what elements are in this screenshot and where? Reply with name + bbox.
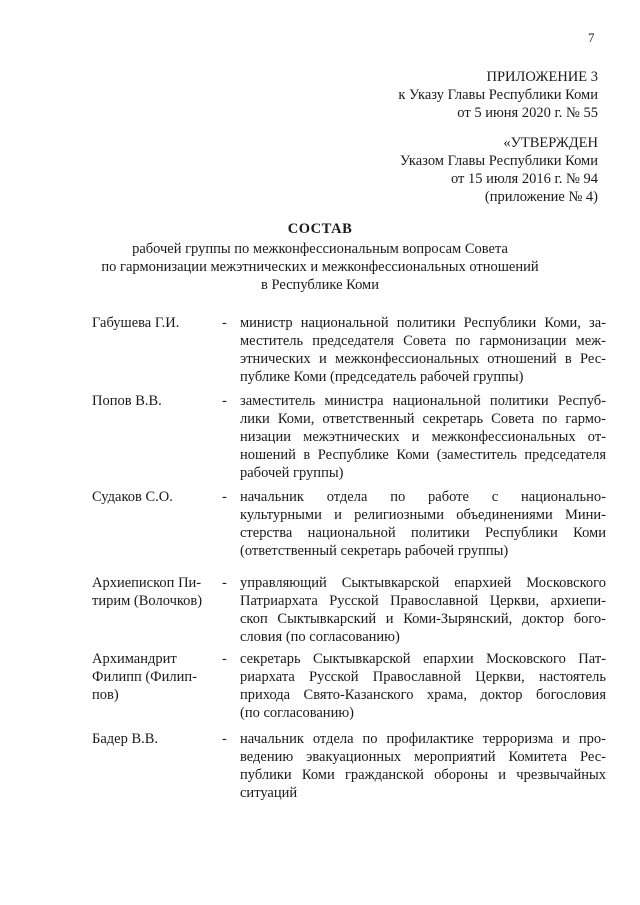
appendix-header [398,68,598,122]
member-role-line: культурными и религиозными объединениями Мини- [240,507,606,523]
member-row [92,314,606,386]
member-role [240,730,606,802]
member-row [92,574,606,646]
member-role [240,574,606,646]
member-role-line: министр национальной политики Республики Коми, за- [240,315,606,331]
member-role-line: секретарь Сыктывкарской епархии Московского Пат- [240,651,606,667]
member-dash: - [222,489,227,505]
member-name-line: Филипп (Филип- [92,669,197,685]
member-role [240,650,606,722]
member-role-line: прихода Свято-Казанского храма, доктор богословия [240,687,606,703]
document-title: СОСТАВ [287,221,353,237]
member-name-line: Архиепископ Пи- [92,575,202,591]
member-role-line: словия (по согласованию) [240,629,400,645]
subtitle-line-2: по гармонизации межэтнических и межконфессиональных отношений [101,259,539,275]
member-row [92,730,606,802]
member-name-line: Попов В.В. [92,393,162,409]
member-name [92,650,222,704]
member-name-line: Бадер В.В. [92,731,159,747]
appendix-date: от 5 июня 2020 г. № 55 [457,105,598,121]
member-dash: - [222,731,227,747]
member-role-line: низации межэтнических и межконфессиональных от- [240,429,606,445]
member-name-line: Архимандрит [92,651,177,667]
member-role-line: рабочей группы) [240,465,344,481]
member-role-line: ведению эвакуационных мероприятий Комитета Рес- [240,749,606,765]
subtitle-line-3: в Республике Коми [260,277,379,293]
member-role-line: ситуаций [240,785,298,801]
member-dash: - [222,393,227,409]
member-role-line: риархата Русской Православной Церкви, настоятель [240,669,606,685]
member-role [240,488,606,560]
member-dash: - [222,315,227,331]
approved-decree-ref: Указом Главы Республики Коми [399,153,598,169]
approved-annex: (приложение № 4) [484,189,598,205]
member-row [92,392,606,482]
member-name-line: Судаков С.О. [92,489,173,505]
member-name [92,574,222,610]
member-name [92,314,222,332]
member-role-line: стерства национальной политики Республики Коми [240,525,606,541]
member-role-line: заместитель министра национальной политики Респуб- [240,393,606,409]
page-number: 7 [588,30,595,45]
subtitle-line-1: рабочей группы по межконфессиональным вопросам Совета [132,241,508,257]
member-role-line: (ответственный секретарь рабочей группы) [240,543,509,559]
member-role-line: начальник отдела по работе с национально- [240,489,606,505]
member-name [92,488,222,506]
document-subtitle [0,240,640,294]
approved-title: «УТВЕРЖДЕН [503,135,598,151]
member-role-line: публики Коми гражданской обороны и чрезвычайных [240,767,606,783]
member-role-line: начальник отдела по профилактике терроризма и про- [240,731,606,747]
member-dash: - [222,575,227,591]
member-row [92,488,606,560]
member-row [92,650,606,722]
member-role-line: меститель председателя Совета по гармонизации меж- [240,333,606,349]
member-role [240,392,606,482]
member-name-line: тирим (Волочков) [92,593,203,609]
appendix-title: ПРИЛОЖЕНИЕ 3 [486,69,598,85]
member-name-line: Габушева Г.И. [92,315,180,331]
approved-header [400,134,598,206]
member-role-line: управляющий Сыктывкарской епархией Московского [240,575,606,591]
member-name [92,730,222,748]
member-role [240,314,606,386]
member-name-line: пов) [92,687,119,703]
member-dash: - [222,651,227,667]
appendix-decree-ref: к Указу Главы Республики Коми [398,87,598,103]
member-role-line: публике Коми (председатель рабочей группы) [240,369,524,385]
member-role-line: скоп Сыктывкарский и Коми-Зырянский, доктор бого- [240,611,606,627]
member-name [92,392,222,410]
member-role-line: этнических и межконфессиональных отношений в Рес- [240,351,606,367]
member-role-line: лики Коми, ответственный секретарь Совета по гармо- [240,411,606,427]
member-role-line: ношений в Республике Коми (заместитель председателя [240,447,606,463]
member-role-line: (по согласованию) [240,705,354,721]
approved-date: от 15 июля 2016 г. № 94 [450,171,598,187]
member-role-line: Патриархата Русской Православной Церкви, архиепи- [240,593,606,609]
